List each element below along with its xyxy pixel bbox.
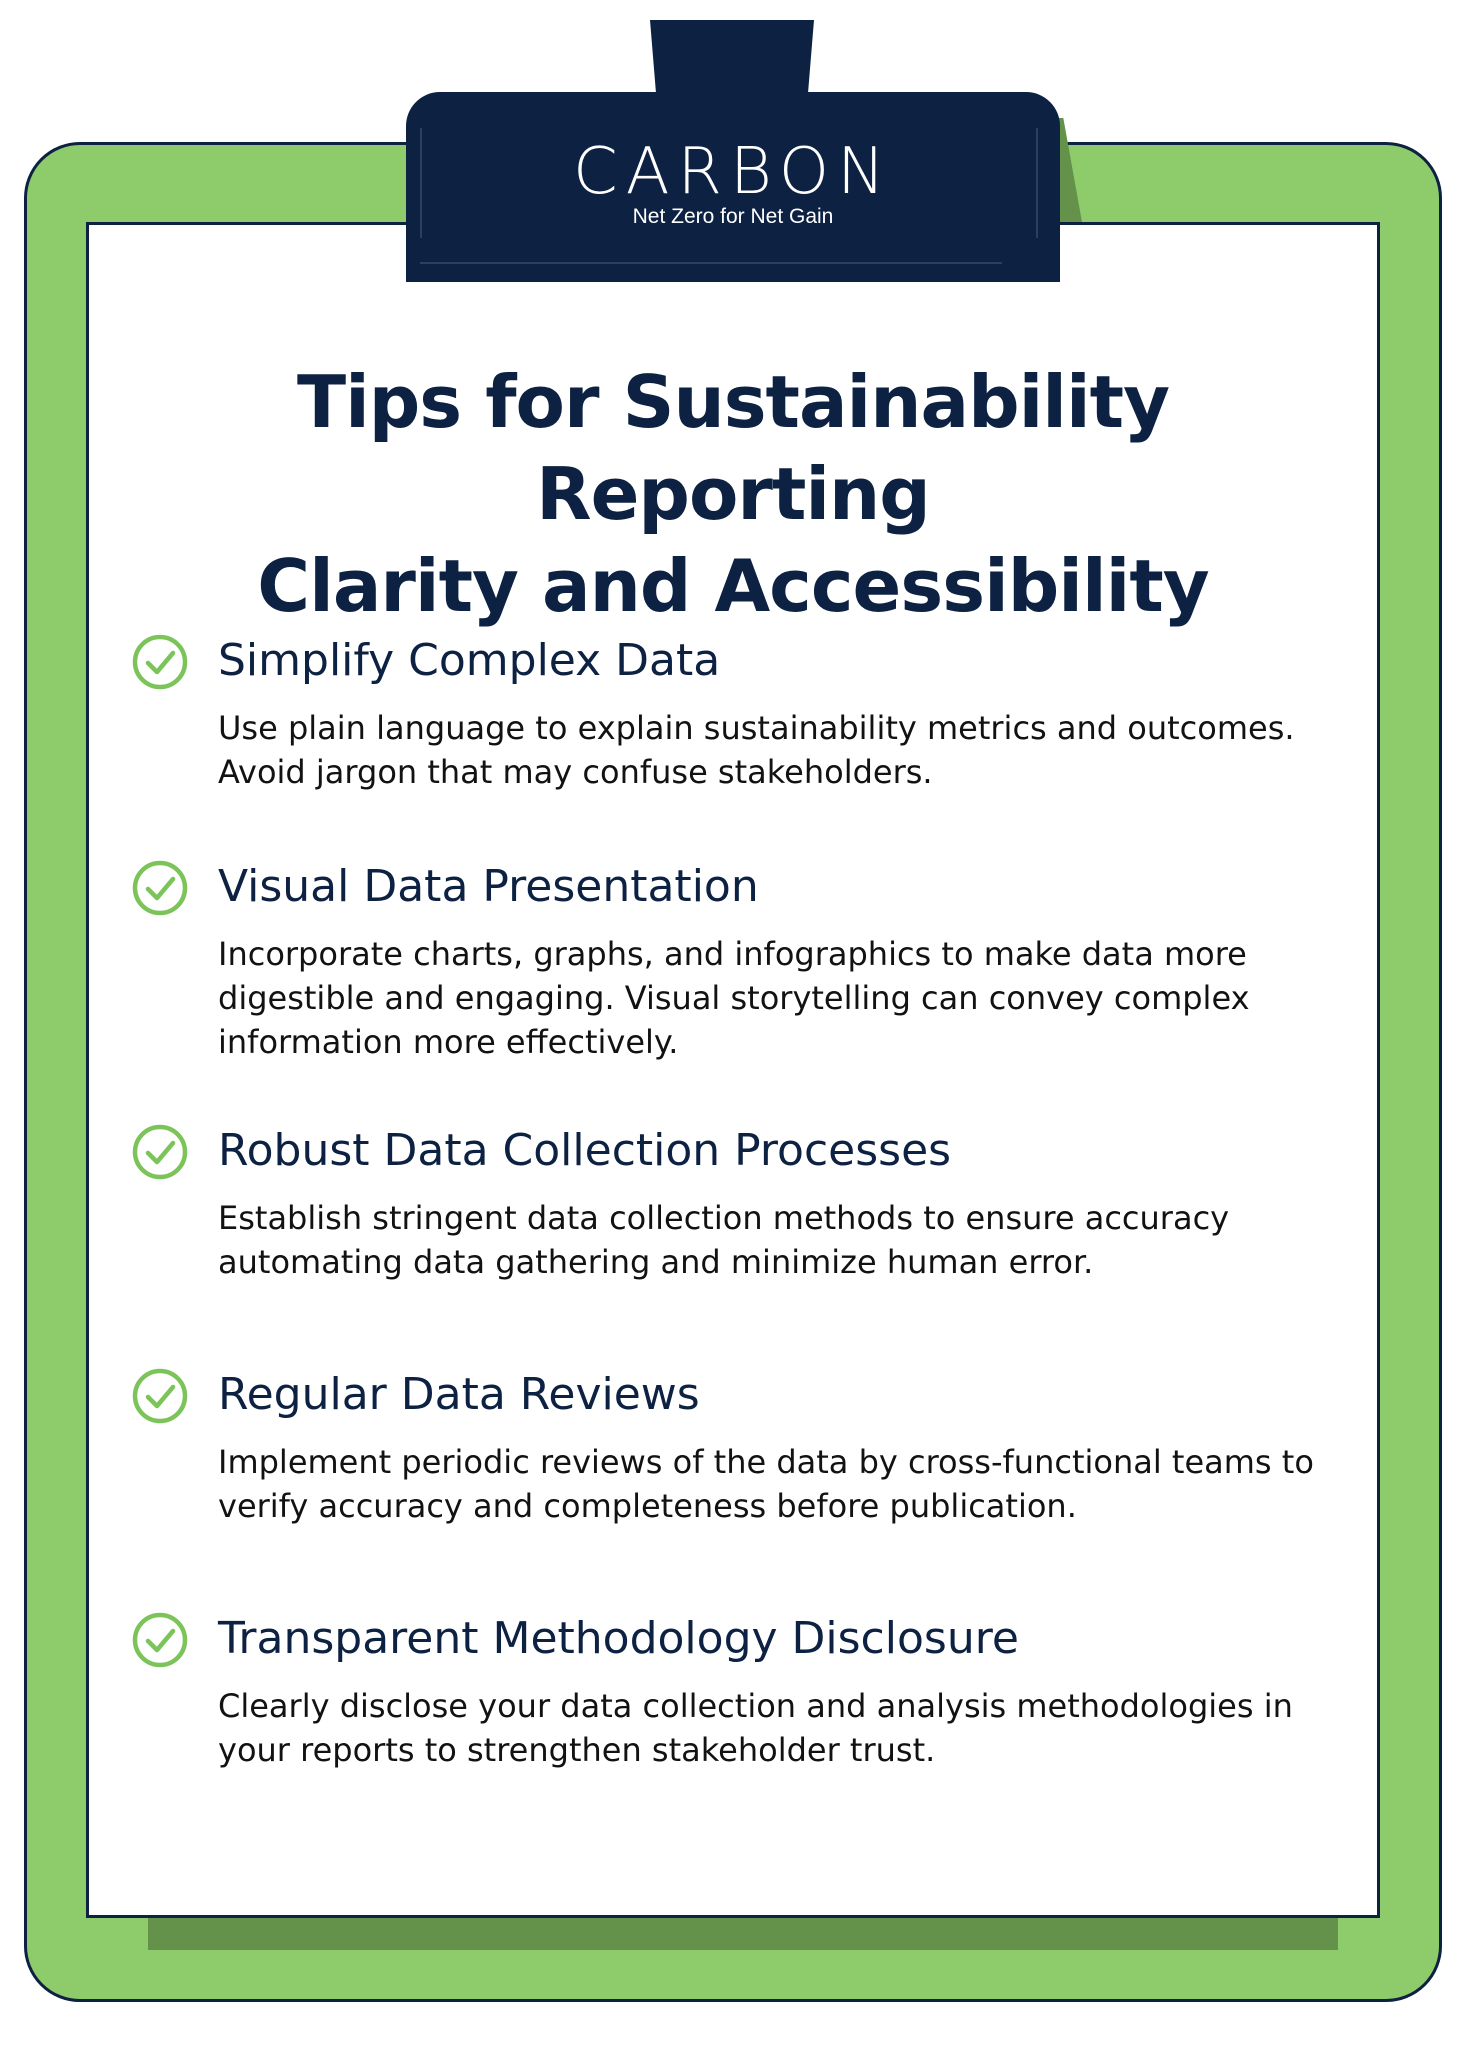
tip-body: Incorporate charts, graphs, and infographics to make data more digestible and engaging. Visual storytelling can convey complex information more effectively. [218, 935, 1250, 1061]
page-title-line-1: Tips for Sustainability Reporting [296, 360, 1170, 536]
clip-divider [420, 262, 1002, 264]
check-circle-icon [130, 1610, 190, 1670]
tip-body: Implement periodic reviews of the data by cross-functional teams to verify accuracy and completeness before publication. [218, 1443, 1314, 1525]
tip-heading: Regular Data Reviews [218, 1369, 700, 1420]
clip-top [650, 20, 814, 100]
tip-heading: Visual Data Presentation [218, 861, 759, 912]
tip-body: Use plain language to explain sustainability metrics and outcomes. Avoid jargon that may confuse stakeholders. [218, 709, 1295, 791]
carbon-logo [406, 135, 1060, 230]
tip-heading: Transparent Methodology Disclosure [218, 1613, 1019, 1664]
tip-body: Establish stringent data collection methods to ensure accuracy automating data gathering and minimize human error. [218, 1199, 1230, 1281]
page-title-line-2: Clarity and Accessibility [257, 544, 1209, 628]
logo-wordmark: CARBON [573, 135, 893, 209]
tip-body: Clearly disclose your data collection and analysis methodologies in your reports to strengthen stakeholder trust. [218, 1687, 1293, 1769]
check-circle-icon [130, 1366, 190, 1426]
check-circle-icon [130, 858, 190, 918]
check-circle-icon [130, 1122, 190, 1182]
tip-heading: Simplify Complex Data [218, 635, 721, 686]
check-circle-icon [130, 632, 190, 692]
tip-heading: Robust Data Collection Processes [218, 1125, 952, 1176]
logo-tagline: Net Zero for Net Gain [632, 205, 834, 228]
page-title [96, 356, 1370, 632]
